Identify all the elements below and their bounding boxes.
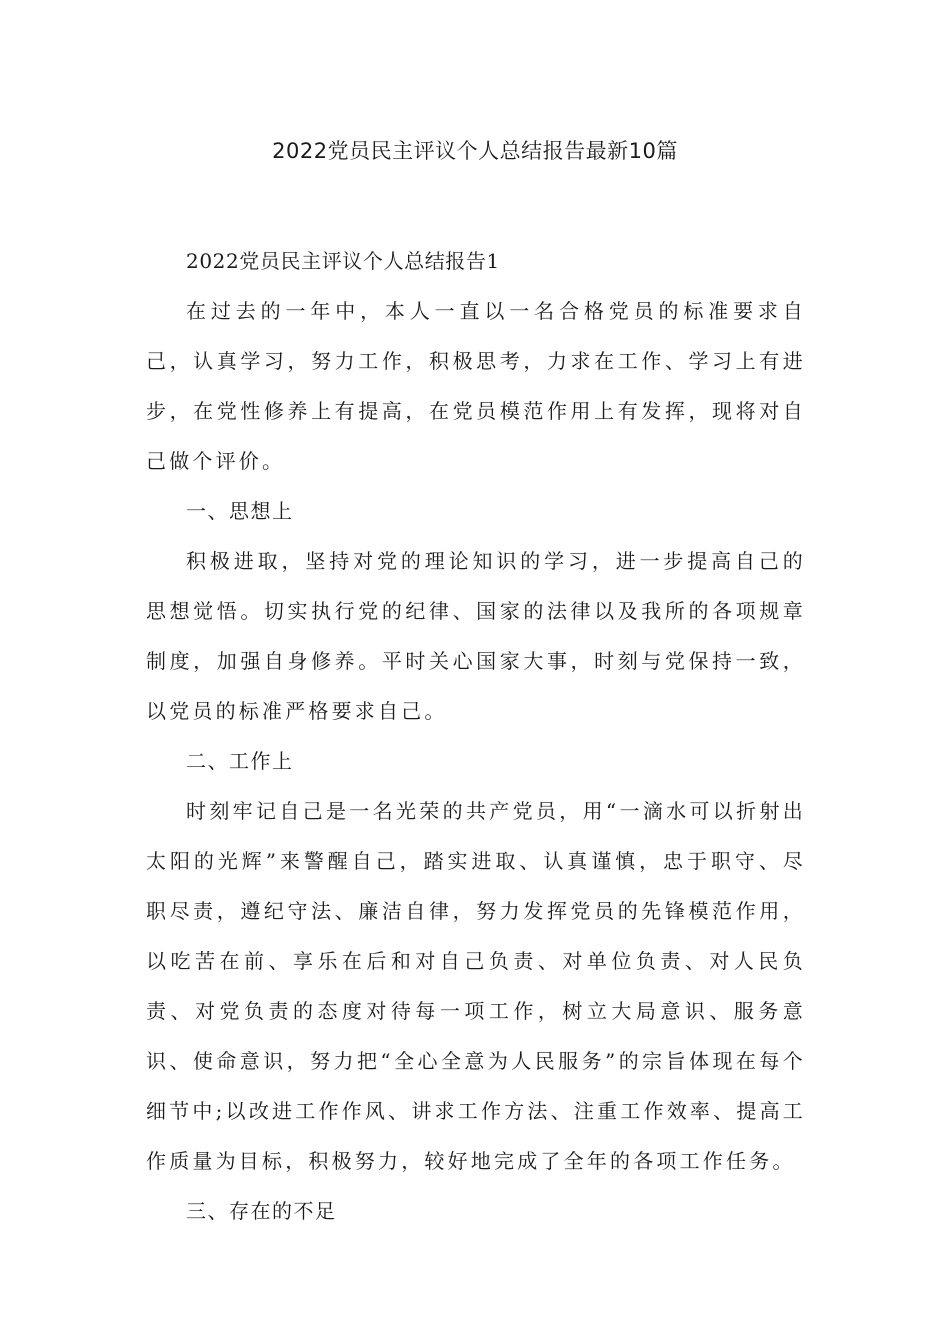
paragraph-work: 时刻牢记自己是一名光荣的共产党员，用“一滴水可以折射出太阳的光辉”来警醒自己，踏实进取、认真谨慎，忠于职守、尽职尽责，遵纪守法、廉洁自律，努力发挥党员的先锋模范作用，以吃苦在前、享乐在后和对自己负责、对单位负责、对人民负责、对党负责的态度对待每一项工作，树立大局意识、服务意识、使命意识，努力把“全心全意为人民服务”的宗旨体现在每个细节中;以改进工作作风、讲求工作方法、注重工作效率、提高工作质量为目标，积极努力，较好地完成了全年的各项工作任务。	[146, 799, 806, 1173]
document-body	[146, 236, 806, 1236]
section-subtitle: 2022党员民主评议个人总结报告1	[186, 249, 500, 273]
heading-thought: 一、思想上	[186, 499, 294, 523]
paragraph-thought: 积极进取，坚持对党的理论知识的学习，进一步提高自己的思想觉悟。切实执行党的纪律、国家的法律以及我所的各项规章制度，加强自身修养。平时关心国家大事，时刻与党保持一致，以党员的标准严格要求自己。	[146, 549, 806, 723]
heading-shortcomings: 三、存在的不足	[186, 1199, 337, 1223]
heading-work: 二、工作上	[186, 749, 294, 773]
paragraph-intro: 在过去的一年中，本人一直以一名合格党员的标准要求自己，认真学习，努力工作，积极思考，力求在工作、学习上有进步，在党性修养上有提高，在党员模范作用上有发挥，现将对自己做个评价。	[146, 299, 806, 473]
document-title: 2022党员民主评议个人总结报告最新10篇	[272, 139, 678, 163]
